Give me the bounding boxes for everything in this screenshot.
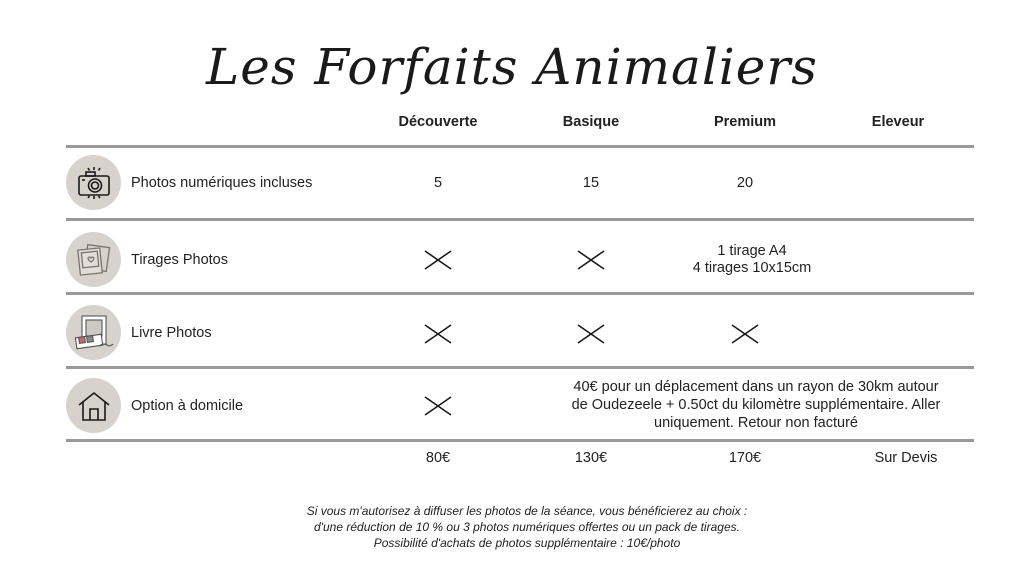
footnote-line: Si vous m'autorisez à diffuser les photos de la séance, vous bénéficierez au choix : (306, 504, 748, 518)
page-title: Les Forfaits Animaliers (206, 38, 818, 96)
note-line: de Oudezeele + 0.50ct du kilomètre supplémentaire. Aller (571, 397, 941, 413)
row-label: Tirages Photos (131, 252, 228, 268)
divider (66, 292, 974, 295)
row-label: Livre Photos (131, 325, 212, 341)
price-premium: 170€ (728, 450, 762, 466)
x-mark-icon (423, 249, 453, 271)
cell-decouverte-photos: 5 (433, 175, 443, 191)
price-eleveur: Sur Devis (874, 450, 938, 466)
column-header-premium: Premium (713, 114, 777, 130)
divider (66, 218, 974, 221)
row-label: Option à domicile (131, 398, 244, 414)
column-header-decouverte: Découverte (398, 114, 478, 130)
note-line: 40€ pour un déplacement dans un rayon de 30km autour (573, 379, 939, 395)
x-mark-icon (576, 323, 606, 345)
premium-tirage-line: 4 tirages 10x15cm (692, 260, 812, 276)
price-decouverte: 80€ (425, 450, 451, 466)
cell-basique-photos: 15 (582, 175, 600, 191)
camera-icon (66, 155, 121, 210)
cell-premium-photos: 20 (736, 175, 754, 191)
footnote-line: Possibilité d'achats de photos supplémentaire : 10€/photo (373, 536, 681, 550)
x-mark-icon (576, 249, 606, 271)
cell-premium-tirages (672, 243, 832, 277)
home-option-note (546, 378, 966, 432)
divider (66, 366, 974, 369)
house-icon (66, 378, 121, 433)
column-header-basique: Basique (562, 114, 620, 130)
x-mark-icon (730, 323, 760, 345)
footnote-line: d'une réduction de 10 % ou 3 photos numériques offertes ou un pack de tirages. (314, 520, 740, 534)
photo-prints-icon (66, 232, 121, 287)
row-label: Photos numériques incluses (131, 175, 313, 191)
price-basique: 130€ (574, 450, 608, 466)
column-header-eleveur: Eleveur (871, 114, 925, 130)
x-mark-icon (423, 395, 453, 417)
photo-book-icon (66, 305, 121, 360)
x-mark-icon (423, 323, 453, 345)
premium-tirage-line: 1 tirage A4 (717, 243, 787, 259)
note-line: uniquement. Retour non facturé (654, 415, 858, 431)
divider (66, 439, 974, 442)
divider (66, 145, 974, 148)
footnote (0, 503, 1024, 551)
